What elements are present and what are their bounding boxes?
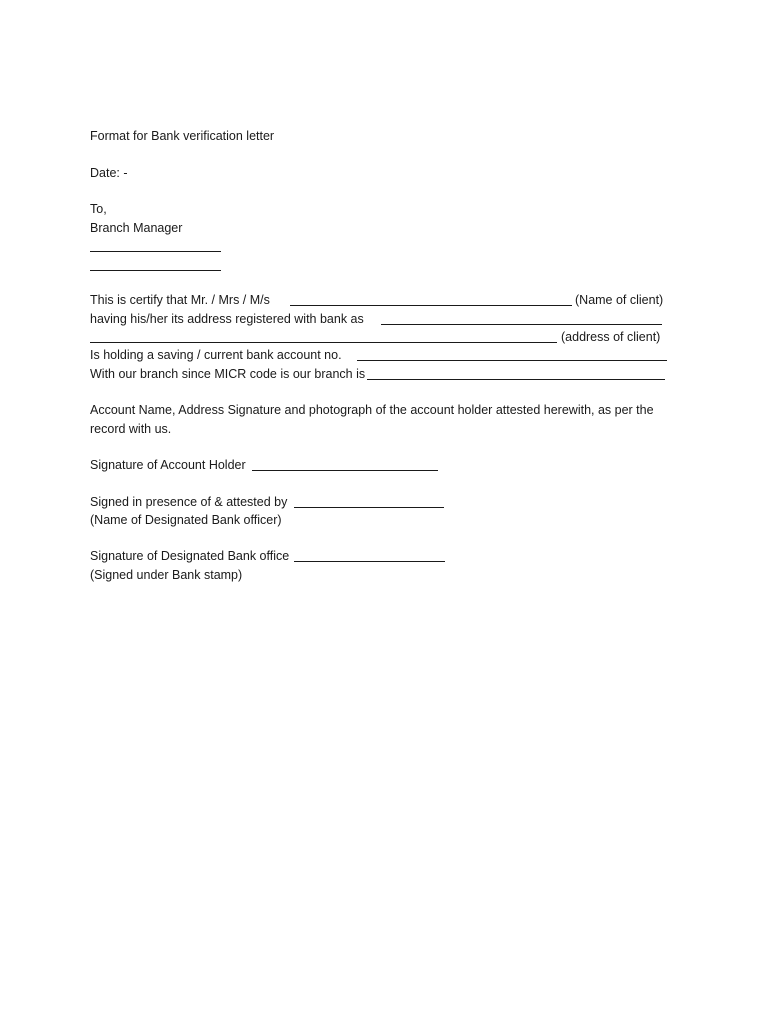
signed-presence-label: Signed in presence of & attested by	[90, 495, 288, 509]
account-number-blank	[357, 360, 667, 361]
address-prefix: having his/her its address registered with bank as	[90, 312, 364, 326]
officer-signature-label: Signature of Designated Bank office	[90, 549, 290, 563]
account-prefix: Is holding a saving / current bank account no.	[90, 348, 342, 362]
attest-line-1: Account Name, Address Signature and photograph of the account holder attested herewith, as per the	[90, 403, 654, 417]
client-name-blank	[290, 305, 572, 306]
name-suffix: (Name of client)	[575, 293, 664, 307]
holder-signature-label: Signature of Account Holder	[90, 458, 246, 472]
salutation: To,	[90, 202, 107, 216]
address-suffix: (address of client)	[561, 330, 661, 344]
recipient-blank-line-2	[90, 270, 221, 271]
officer-signature-blank	[294, 561, 445, 562]
officer-name-note: (Name of Designated Bank officer)	[90, 513, 282, 527]
recipient-blank-line-1	[90, 251, 221, 252]
stamp-note: (Signed under Bank stamp)	[90, 568, 243, 582]
micr-blank	[367, 379, 665, 380]
recipient: Branch Manager	[90, 221, 183, 235]
holder-signature-blank	[252, 470, 438, 471]
micr-prefix: With our branch since MICR code is our branch is	[90, 367, 366, 381]
address-blank-1	[381, 324, 662, 325]
letter-title: Format for Bank verification letter	[90, 129, 275, 143]
address-blank-2	[90, 342, 557, 343]
date-label: Date: -	[90, 166, 128, 180]
attest-line-2: record with us.	[90, 422, 172, 436]
attested-by-blank	[294, 507, 444, 508]
certify-prefix: This is certify that Mr. / Mrs / M/s	[90, 293, 270, 307]
